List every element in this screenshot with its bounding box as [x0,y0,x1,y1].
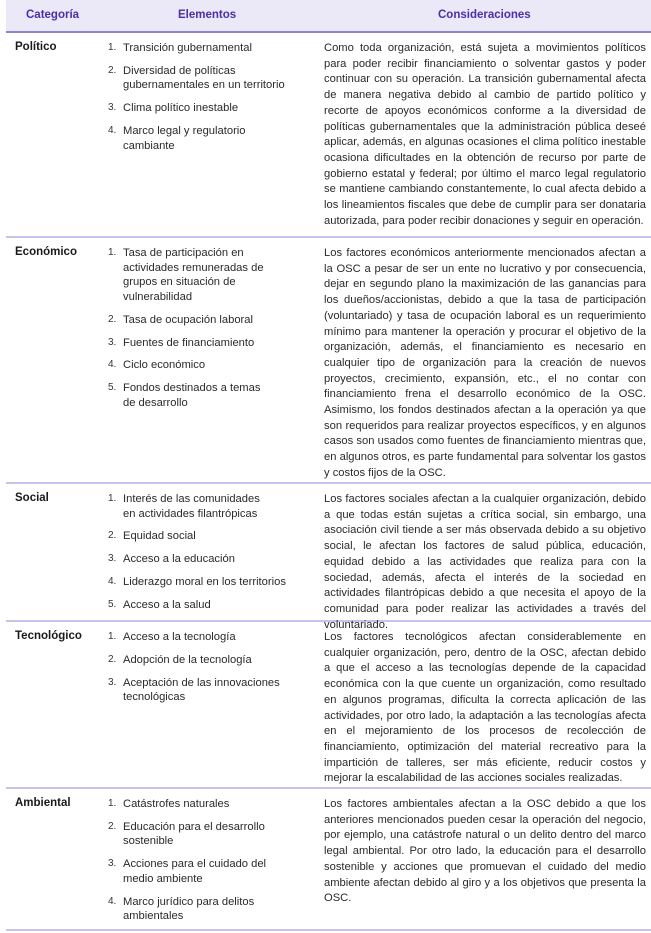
pest-analysis-table [6,0,651,923]
considerations-text: Los factores sociales afectan a la cualquier organización, debido a que todas están sujetas a crítica social, sin embargo, una asociación civil tiende a ser más observada debido a su objetivo social, le afectan los factores de salud pública, educación, equidad debido a las actividades que realiza para con la sociedad, además, afecta el interés de la sociedad en actividades filantrópicas debido a que necesita el apoyo de la comunidad para poder realizar las actividades a través del voluntariado. [324,493,646,631]
considerations-text: Como toda organización, está sujeta a movimientos políticos para poder recibir financiamiento o solventar gastos y poder continuar con su operación. La transición gubernamental afecta de manera negativa debido al cambio de partido político y recorte de apoyos económicos conforme a la diversidad de políticas gubernamentales que la administración pública deseé aplicar, además, en algunas ocasiones el clima político inestable ocasiona dificultades en la obtención de recurso por parte de gobierno estatal y federal; por último el marco legal regulatorio se mantiene cambiando constantemente, lo cual afecta debido a los lineamientos fiscales que debe de cumplir para ser donataria autorizada, para poder recibir donaciones y seguir en operación. [324,42,646,227]
category-label: Ambiental [15,797,71,809]
list-item: 5. Fondos destinados a temas de desarrollo [108,382,261,409]
table-header [6,0,651,33]
list-item: 2. Diversidad de políticas gubernamentales en un territorio [108,64,285,92]
list-item: 2. Tasa de ocupación laboral [108,313,253,326]
category-label: Político [15,41,57,53]
list-item: 3. Clima político inestable [108,102,239,115]
elements-list [108,41,308,162]
category-label: Tecnológico [15,630,82,642]
list-item: 4. Marco legal y regulatorio cambiante [108,125,246,152]
category-label: Social [15,492,49,504]
list-item: 2. Educación para el desarrollo sostenible [108,820,265,848]
considerations-text: Los factores económicos anteriormente mencionados afectan a la OSC a pesar de ser un ente no lucrativo y por consecuencia, dejar en segundo plano la maximización de las ganancias para los dueños/accionistas, debido a que la tasa de participación (voluntariado) y tasa de ocupación laboral es un requerimiento mínimo para mantener la operación y procurar el objetivo de la organización, además, el financiamiento es necesario en cualquier tipo de organización para la creación de nuevos proyectos, crecimiento, expansión, etc., el no contar con financiamiento frena el desarrollo económico de la OSC. Asimismo, los fondos destinados afectan a la operación ya que son requeridos para realizar proyectos específicos, y en algunos casos son usados como fuentes de financiamiento mientras que, en algunos otros, es parte fundamental para solventar los gastos y costos fijos de la OSC. [324,247,646,479]
list-item: 3. Acceso a la educación [108,553,235,566]
list-item: 1. Acceso a la tecnología [108,631,236,643]
header-considerations: Consideraciones [438,9,531,21]
list-item: 1. Catástrofes naturales [108,798,230,810]
elements-list [108,630,308,713]
table-row-politico [6,33,651,238]
list-item: 4. Marco jurídico para delitos ambientales [108,895,255,923]
elements-list [108,246,308,419]
table-row-tecnologico [6,622,651,789]
header-category: Categoría [26,9,80,21]
list-item: 2. Equidad social [108,530,196,543]
considerations-text: Los factores ambientales afectan a la OSC debido a que los anteriores mencionados pueden cesar la operación del negocio, por ejemplo, una catástrofe natural o un delito dentro del marco legal ambiental. Por otro lado, la educación para el desarrollo sostenible y acciones que promuevan el cuidado del medio ambiente afectan debido al giro y a los objetivos que presenta la OSC. [324,798,646,905]
list-item: 5. Acceso a la salud [108,599,211,612]
list-item: 4. Ciclo económico [108,359,206,372]
list-item: 1. Transición gubernamental [108,42,252,54]
list-item: 4. Liderazgo moral en los territorios [108,576,286,589]
list-item: 2. Adopción de la tecnología [108,653,252,666]
list-item: 1. Tasa de participación en actividades remuneradas de grupos en situación de vulnerabilidad [108,247,264,303]
elements-list [108,797,308,932]
category-label: Económico [15,246,77,258]
list-item: 1. Interés de las comunidades en actividades filantrópicas [108,493,260,520]
table-row-economico [6,238,651,484]
table-row-social [6,484,651,631]
list-item: 3. Acciones para el cuidado del medio ambiente [108,858,267,885]
table-row-ambiental [6,789,651,931]
header-elements: Elementos [178,9,237,21]
elements-list [108,492,308,621]
considerations-text: Los factores tecnológicos afectan considerablemente en cualquier organización, pero, dentro de la OSC, afectan debido a que el acceso a las tecnologías depende de la capacidad económica con la que cuente un organización, como resultado en algunos programas, dificulta la correcta aplicación de las actividades, por otro lado, la adaptación a las tecnologías afecta en el mejoramiento de los procesos de recolección de financiamiento, optimización del material recreativo para la impartición de talleres, ser más eficiente, reducir costos y mejorar la escalabilidad de las acciones sociales realizadas. [324,631,646,785]
list-item: 3. Aceptación de las innovaciones tecnológicas [108,676,280,704]
list-item: 3. Fuentes de financiamiento [108,336,255,349]
